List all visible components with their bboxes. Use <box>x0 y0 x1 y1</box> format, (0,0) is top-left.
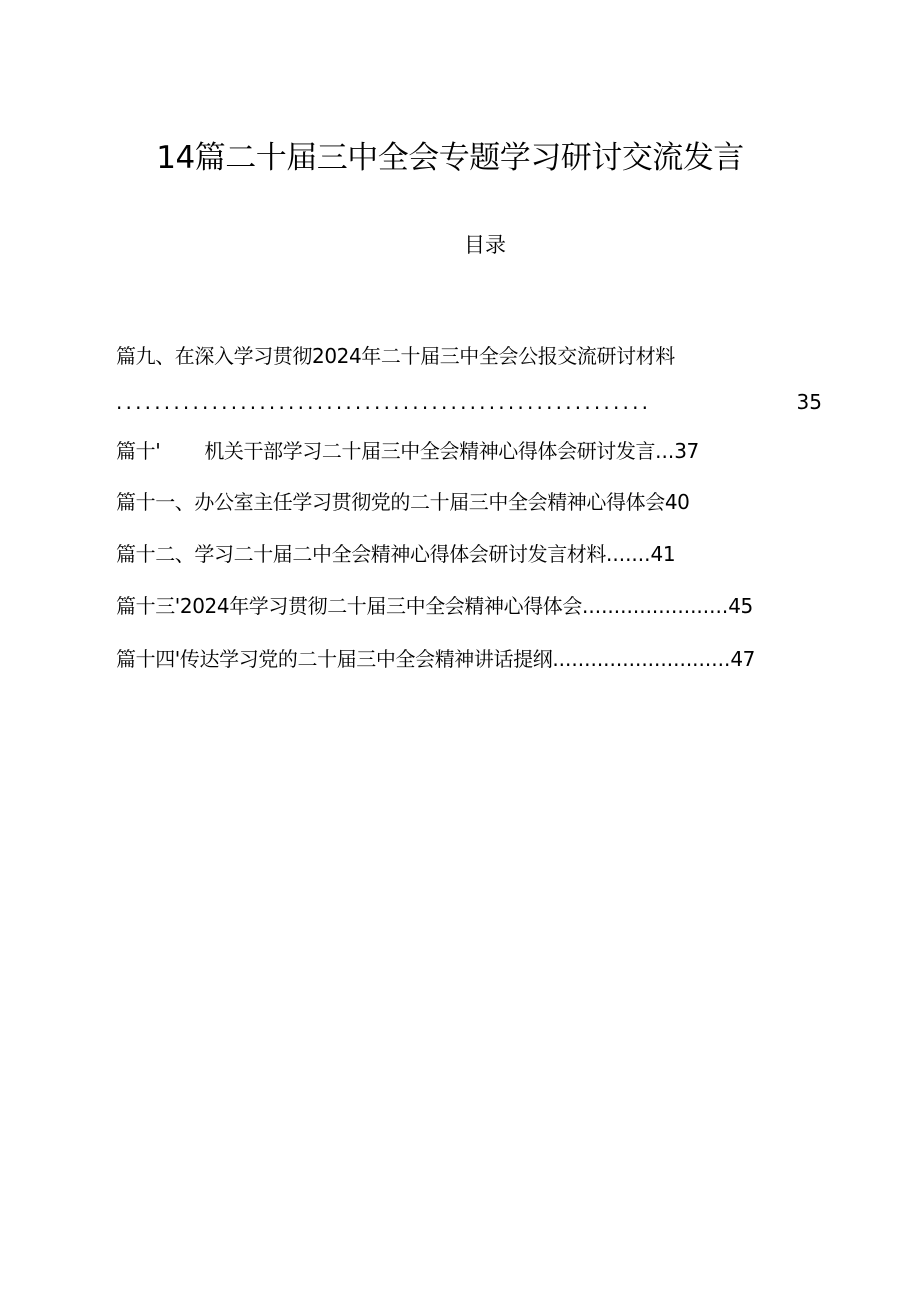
toc-entry-4[interactable] <box>116 540 675 568</box>
toc-entry-prefix: 篇十' <box>116 439 161 463</box>
toc-entry-label: 篇十一、办公室主任学习贯彻党的二十届三中全会精神心得体会 <box>116 490 665 514</box>
toc-entry-2[interactable] <box>116 437 699 465</box>
toc-entry-3[interactable] <box>116 488 689 516</box>
toc-entry-page: 41 <box>650 542 676 566</box>
document-title: 14篇二十届三中全会专题学习研讨交流发言 <box>156 140 744 176</box>
toc-entry-label: 篇十二、学习二十届二中全会精神心得体会研讨发言材料 <box>116 542 606 566</box>
toc-entry-page: 35 <box>796 390 822 414</box>
toc-entry-label: 篇十三'2024年学习贯彻二十届三中全会精神心得体会 <box>116 594 582 618</box>
toc-entry-page: 37 <box>674 439 699 463</box>
toc-entry-leader: ... <box>655 439 675 463</box>
toc-entry-label: 篇十四'传达学习党的二十届三中全会精神讲话提纲 <box>116 647 553 671</box>
toc-entry-page: 40 <box>664 490 690 514</box>
toc-entry-1[interactable] <box>116 342 675 370</box>
toc-entry-1-leader-row <box>116 388 822 416</box>
toc-entry-label: 机关干部学习二十届三中全会精神心得体会研讨发言 <box>204 439 656 463</box>
toc-entry-page: 47 <box>730 647 755 671</box>
toc-entry-leader: ............................ <box>552 647 731 671</box>
toc-entry-6[interactable] <box>116 645 755 673</box>
toc-entry-5[interactable] <box>116 592 753 620</box>
toc-entry-leader: ....................... <box>582 594 729 618</box>
toc-heading: 目录 <box>464 233 506 257</box>
toc-entry-label: 篇九、在深入学习贯彻2024年二十届三中全会公报交流研讨材料 <box>116 344 675 368</box>
toc-entry-leader: ....... <box>606 542 651 566</box>
toc-entry-page: 45 <box>728 594 753 618</box>
toc-entry-leader: ........................................................ <box>116 390 652 414</box>
